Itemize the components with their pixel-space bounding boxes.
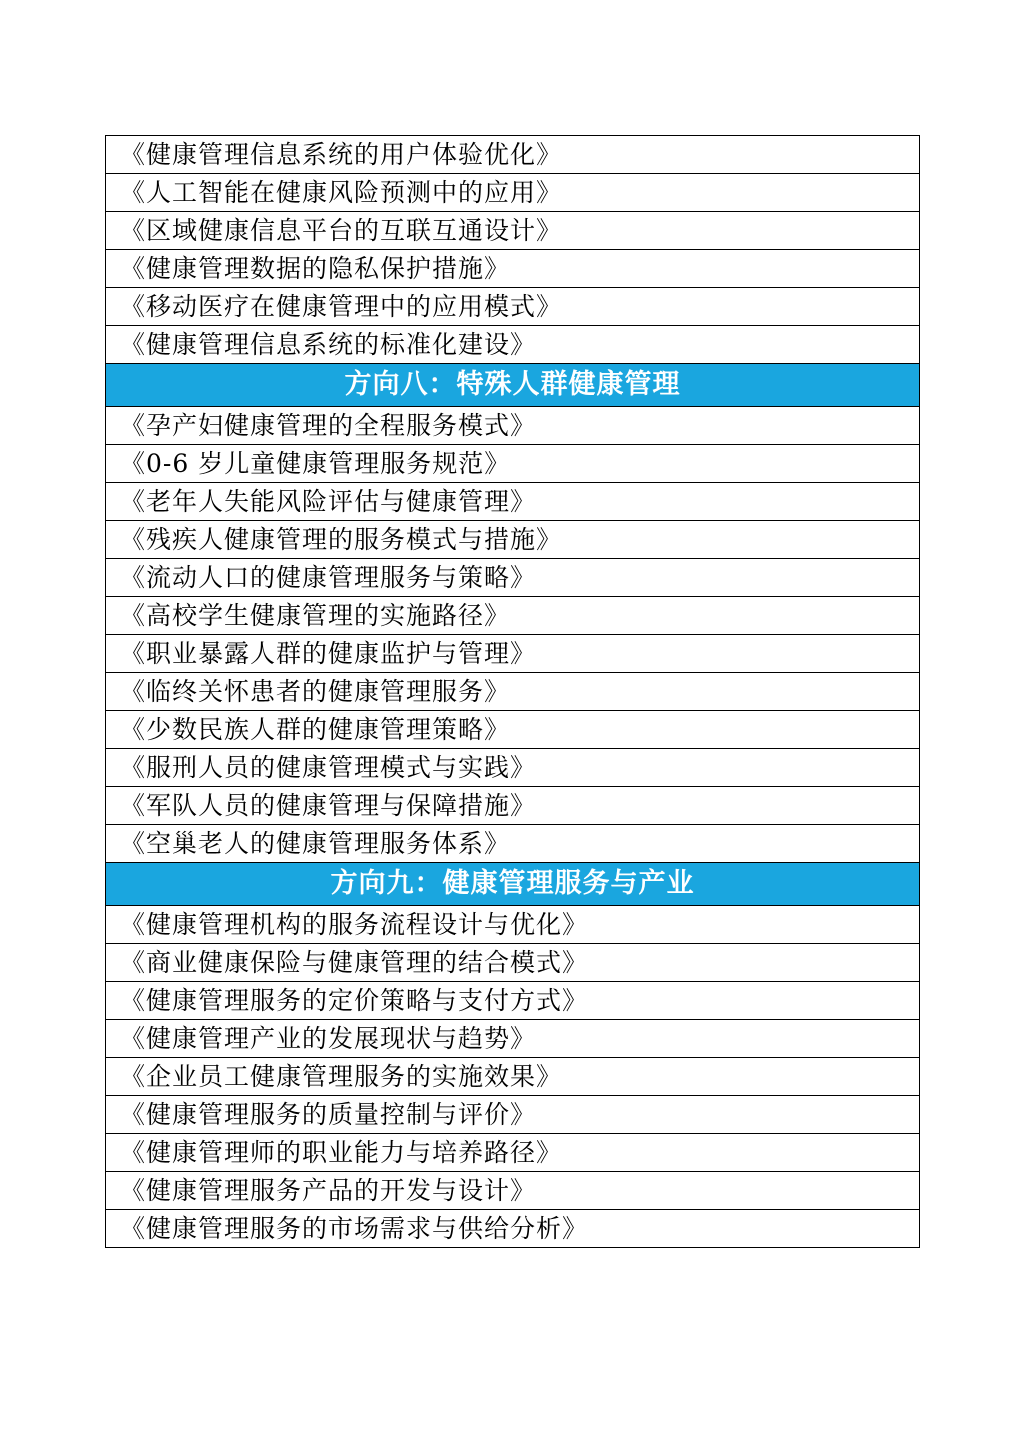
table-row (106, 250, 920, 288)
topic-item: 《企业员工健康管理服务的实施效果》 (106, 1058, 920, 1096)
table-row (106, 635, 920, 673)
table-row (106, 711, 920, 749)
topic-item: 《健康管理机构的服务流程设计与优化》 (106, 906, 920, 944)
section-header-row (106, 863, 920, 906)
table-row (106, 212, 920, 250)
topic-item: 《0-6 岁儿童健康管理服务规范》 (106, 445, 920, 483)
table-row (106, 1096, 920, 1134)
topic-item: 《服刑人员的健康管理模式与实践》 (106, 749, 920, 787)
topic-item: 《高校学生健康管理的实施路径》 (106, 597, 920, 635)
table-row (106, 288, 920, 326)
table-row (106, 982, 920, 1020)
table-row (106, 1172, 920, 1210)
table-row (106, 1210, 920, 1248)
topic-item: 《移动医疗在健康管理中的应用模式》 (106, 288, 920, 326)
table-row (106, 1134, 920, 1172)
section-heading-eight: 方向八：特殊人群健康管理 (106, 364, 920, 407)
topic-item: 《空巢老人的健康管理服务体系》 (106, 825, 920, 863)
section-header-row (106, 364, 920, 407)
table-row (106, 445, 920, 483)
topic-table (105, 135, 920, 1248)
table-row (106, 825, 920, 863)
topic-item: 《流动人口的健康管理服务与策略》 (106, 559, 920, 597)
table-row (106, 521, 920, 559)
topic-item: 《军队人员的健康管理与保障措施》 (106, 787, 920, 825)
table-row (106, 1058, 920, 1096)
topic-table-body (106, 136, 920, 1248)
topic-item: 《残疾人健康管理的服务模式与措施》 (106, 521, 920, 559)
topic-item: 《商业健康保险与健康管理的结合模式》 (106, 944, 920, 982)
table-row (106, 944, 920, 982)
topic-item: 《健康管理信息系统的标准化建设》 (106, 326, 920, 364)
table-row (106, 326, 920, 364)
table-row (106, 749, 920, 787)
table-row (106, 673, 920, 711)
topic-item: 《健康管理服务产品的开发与设计》 (106, 1172, 920, 1210)
topic-item: 《临终关怀患者的健康管理服务》 (106, 673, 920, 711)
table-row (106, 559, 920, 597)
topic-item: 《健康管理数据的隐私保护措施》 (106, 250, 920, 288)
topic-item: 《健康管理服务的市场需求与供给分析》 (106, 1210, 920, 1248)
topic-item: 《健康管理师的职业能力与培养路径》 (106, 1134, 920, 1172)
section-heading-nine: 方向九：健康管理服务与产业 (106, 863, 920, 906)
table-row (106, 906, 920, 944)
topic-item: 《健康管理服务的定价策略与支付方式》 (106, 982, 920, 1020)
topic-item: 《健康管理服务的质量控制与评价》 (106, 1096, 920, 1134)
topic-item: 《人工智能在健康风险预测中的应用》 (106, 174, 920, 212)
table-row (106, 787, 920, 825)
table-row (106, 407, 920, 445)
topic-item: 《健康管理产业的发展现状与趋势》 (106, 1020, 920, 1058)
topic-item: 《职业暴露人群的健康监护与管理》 (106, 635, 920, 673)
topic-item: 《孕产妇健康管理的全程服务模式》 (106, 407, 920, 445)
topic-item: 《少数民族人群的健康管理策略》 (106, 711, 920, 749)
table-row (106, 1020, 920, 1058)
table-row (106, 136, 920, 174)
table-row (106, 174, 920, 212)
table-row (106, 597, 920, 635)
topic-item: 《健康管理信息系统的用户体验优化》 (106, 136, 920, 174)
topic-item: 《老年人失能风险评估与健康管理》 (106, 483, 920, 521)
topic-item: 《区域健康信息平台的互联互通设计》 (106, 212, 920, 250)
table-row (106, 483, 920, 521)
